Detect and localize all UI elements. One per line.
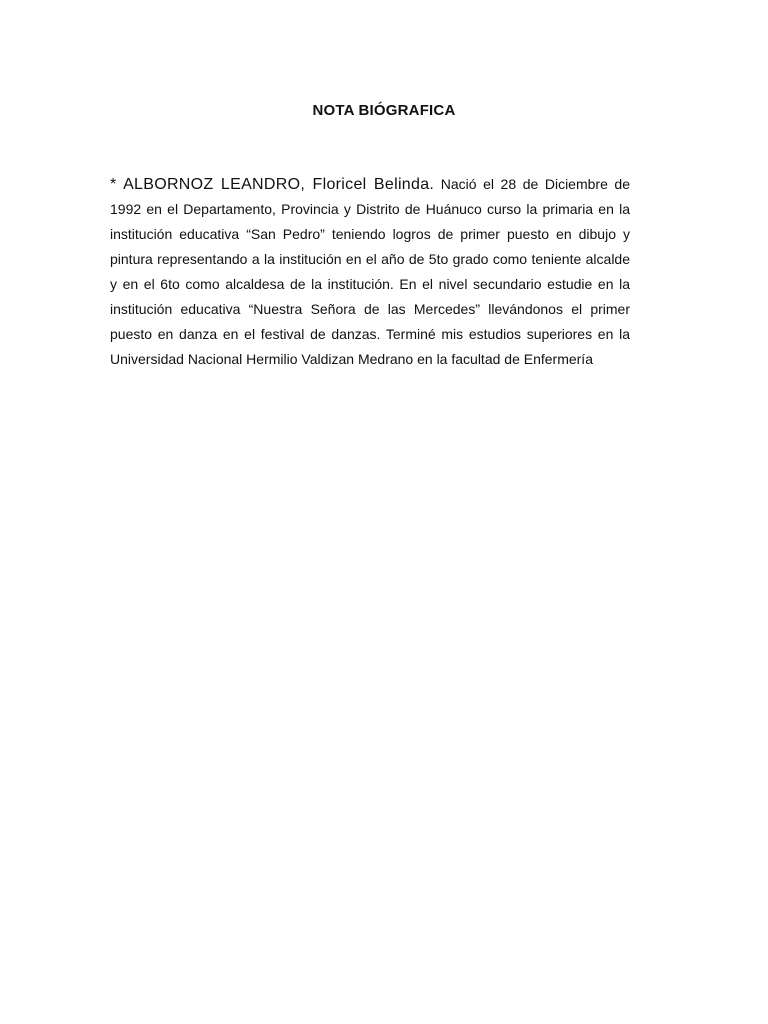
biography-paragraph [110, 172, 630, 372]
document-title: NOTA BIÓGRAFICA [312, 102, 456, 119]
biography-text: Nació el 28 de Diciembre de 1992 en el Departamento, Provincia y Distrito de Huánuco curso la primaria en la institución educativa “San Pedro” teniendo logros de primer puesto en dibujo y pintura representando a la institución en el año de 5to grado como teniente alcalde y en el 6to como alcaldesa de la institución. En el nivel secundario estudie en la institución educativa “Nuestra Señora de las Mercedes” llevándonos el primer puesto en danza en el festival de danzas. Terminé mis estudios superiores en la Universidad Nacional Hermilio Valdizan Medrano en la facultad de Enfermería [110, 176, 631, 367]
biography-name: * ALBORNOZ LEANDRO, Floricel Belinda. [110, 176, 435, 193]
